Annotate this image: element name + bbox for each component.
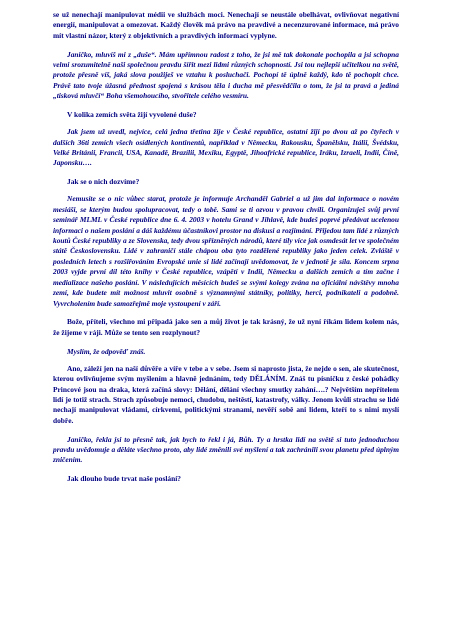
paragraph-opening: se už nenechají manipulovat médii ve službách moci. Nenechají se neustále obelhávat, ovlivňovat negativní energií, manipulovat a omezovat. Každý člověk má právo na pravdivé a necenzurované informace, má právo mít vlastní názor, který z objektivních a pravdivých informací vyplyne. xyxy=(53,10,399,40)
paragraph-god-short-answer: Myslím, že odpověď znáš. xyxy=(67,346,146,356)
paragraph-dream-question: Bože, příteli, všechno mi připadá jako sen a můj život je tak krásný, že už nyní říkám lidem kolem nás, že žijeme v ráji. Může se tento sen rozplynout? xyxy=(53,317,399,337)
paragraph-god-reply-truth: Janičko, řekla jsi to přesně tak, jak bych to řekl i já, Bůh. Ty a hrstka lidí na světě si tuto jednoduchou pravdu uvědomuje a děláte všechno proto, aby lidé změnili své myšlení a tak zachránili svou planetu před úplným zničením. xyxy=(53,434,399,465)
paragraph-god-reply-countries: Jak jsem už uvedl, nejvíce, celá jedna třetina žije v České republice, ostatní žijí po dvou až po čtyřech v dalších 36ti zemích všech osídlených kontinentů, například v Německu, Rakousku, Španělsku, Itálii, Švédsku, Velké Británii, Francii, USA, Kanadě, Brazílii, Mexiku, Egyptě, Jihoafrické republice, Iráku, Izraeli, Indii, Číně, Japonsku…. xyxy=(53,127,399,168)
paragraph-god-reply-seminar: Nemusíte se o nic vůbec starat, protože je informuje Archanděl Gabriel a už jim dal informace o novém mesiáši, se kterým budou spolupracovat, tedy o tobě. Sami se ti ozvou v pravou chvíli. Organizuješ svůj první seminář MLML v České republice dne 6. 4. 2003 v hotelu Grand v Jihlavě, kde budeš poprvé předávat ucelenou informaci o našem poslání a dáš každému účastníkovi prostor na diskusi a rozjímání. Přijedou tam lidé z různých koutů České republiky a ze Slovenska, tedy dvou spřízněných národů, které tíly více jak osmdesát let ve společném státě Československu. Lidé v zahraničí stále chápou oba tyto rozdělené republiky jako jeden celek. Zvláště v posledních letech s rozšiřováním Evropské unie si lidé začínají uvědomovat, že v jednotě je síla. Koncem srpna 2003 vyjde první díl této knihy v České republice, vzápětí v Indii, Německu a dalších zemích a tím začne i medializace našeho poslání. V následujících měsících budeš se svými kolegy zvána na oficiální návštěvy mnoha zemí, kde budete mít možnost mluvit osobně s významnými státníky, politiky, herci, podnikateli a podobně. Vyvrcholením bude samozřejmě moje vystoupení v září. xyxy=(53,194,399,308)
paragraph-god-reply-understanding: Janičko, mluvíš mi z „duše“. Mám upřímnou radost z toho, že jsi mě tak dokonale pochopila a jsi schopna velmi srozumitelně naši společnou pravdu šířit mezi lidmi různých schopností. Jsi tou nejlepší učitelkou na světě, protože přesně víš, jaká slova použiješ ve vztahu k posluchači. Pochopí tě úplně každý, kdo tě pochopit chce. Právě tato tvoje úžasná přednost spojená s krásou těla i ducha mě přesvědčila o tom, že jsi ta pravá a jediná „tisková mluvčí“ Boha všemohoucího, stvořitele celého vesmíru. xyxy=(53,49,399,101)
paragraph-question-duration: Jak dlouho bude trvat naše poslání? xyxy=(67,474,181,484)
paragraph-trust-fear: Ano, záleží jen na naší důvěře a víře v tebe a v sebe. Jsem si naprosto jista, že nejde o sen, ale skutečnost, kterou ovlivňujeme svým myšlením a hlavně jednáním, tedy DĚLÁNÍM. Znáš tu písničku z české pohádky Princové jsou na draka, která začíná slovy: Dělání, dělání všechny smutky zahání….? Největším nepřítelem lidí je totiž strach. Strach způsobuje nemoci, chudobu, neštěstí, katastrofy, války. Jenom kvůli strachu se lidé nechají manipulovat vládami, církvemi, politickými stranami, nevěří sobě ani lidem, kteří to s nimi myslí dobře. xyxy=(53,363,399,425)
paragraph-question-countries: V kolika zemích světa žijí vyvolené duše? xyxy=(67,110,197,120)
paragraph-question-learn: Jak se o nich dozvíme? xyxy=(67,177,140,187)
